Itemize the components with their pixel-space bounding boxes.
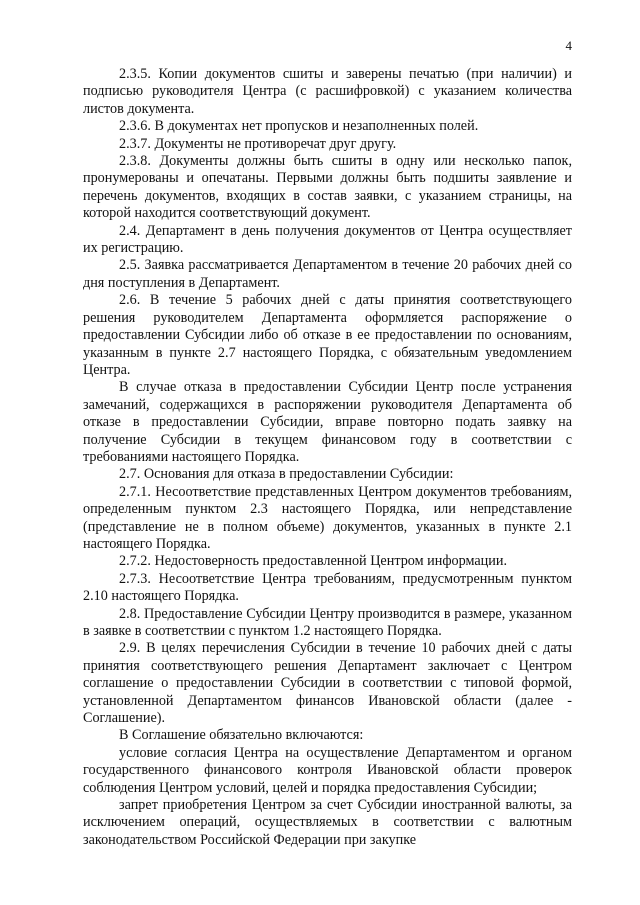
paragraph: 2.8. Предоставление Субсидии Центру производится в размере, указанном в заявке в соответствии с пунктом 1.2 настоящего Порядка.	[83, 605, 572, 639]
paragraph: 2.7.2. Недостоверность предоставленной Центром информации.	[119, 553, 507, 570]
paragraph: В случае отказа в предоставлении Субсидии Центр после устранения замечаний, содержащихся в распоряжении руководителя Департамента об отказе в предоставлении Субсидии, вправе повторно подать заявку на получение Субсидии в текущем финансовом году в соответствии с требованиями настоящего Порядка.	[83, 379, 572, 465]
paragraph: В Соглашение обязательно включаются:	[119, 727, 364, 744]
document-body	[83, 66, 572, 849]
paragraph: 2.3.8. Документы должны быть сшиты в одну или несколько папок, пронумерованы и опечатаны. Первыми должны быть подшиты заявление и перечень документов, входящих в состав заявки, с указанием страницы, на которой находится соответствующий документ.	[83, 153, 572, 222]
paragraph: 2.6. В течение 5 рабочих дней с даты принятия соответствующего решения руководителем Департамента оформляется распоряжение о предоставлении Субсидии либо об отказе в ее предоставлении по основаниям, указанным в пункте 2.7 настоящего Порядка, с обязательным уведомлением Центра.	[83, 292, 572, 378]
paragraph: 2.7.1. Несоответствие представленных Центром документов требованиям, определенным пунктом 2.3 настоящего Порядка, или непредставление (представление не в полном объеме) документов, указанных в пункте 2.1 настоящего Порядка.	[83, 483, 572, 552]
paragraph: 2.7.3. Несоответствие Центра требованиям, предусмотренным пунктом 2.10 настоящего Порядка.	[83, 570, 572, 605]
paragraph: 2.7. Основания для отказа в предоставлении Субсидии:	[119, 466, 454, 483]
paragraph: 2.3.7. Документы не противоречат друг другу.	[119, 135, 397, 152]
paragraph: 2.3.5. Копии документов сшиты и заверены печатью (при наличии) и подписью руководителя Центра (с расшифровкой) с указанием количества листов документа.	[83, 66, 572, 117]
paragraph: 2.3.6. В документах нет пропусков и незаполненных полей.	[119, 118, 479, 135]
paragraph: условие согласия Центра на осуществление Департаментом и органом государственного финансового контроля Ивановской области проверок соблюдения Центром условий, целей и порядка предоставления Субсидии;	[83, 744, 572, 796]
paragraph: запрет приобретения Центром за счет Субсидии иностранной валюты, за исключением операций, осуществляемых в соответствии с валютным законодательством Российской Федерации при закупке	[83, 797, 572, 848]
page-number: 4	[565, 38, 572, 53]
paragraph: 2.9. В целях перечисления Субсидии в течение 10 рабочих дней с даты принятия соответствующего решения Департамент заключает с Центром соглашение о предоставлении Субсидии в соответствии с типовой формой, установленной Департаментом финансов Ивановской области (далее - Соглашение).	[83, 640, 572, 727]
paragraph: 2.4. Департамент в день получения документов от Центра осуществляет их регистрацию.	[83, 222, 572, 257]
paragraph: 2.5. Заявка рассматривается Департаментом в течение 20 рабочих дней со дня поступления в Департамент.	[83, 257, 572, 291]
